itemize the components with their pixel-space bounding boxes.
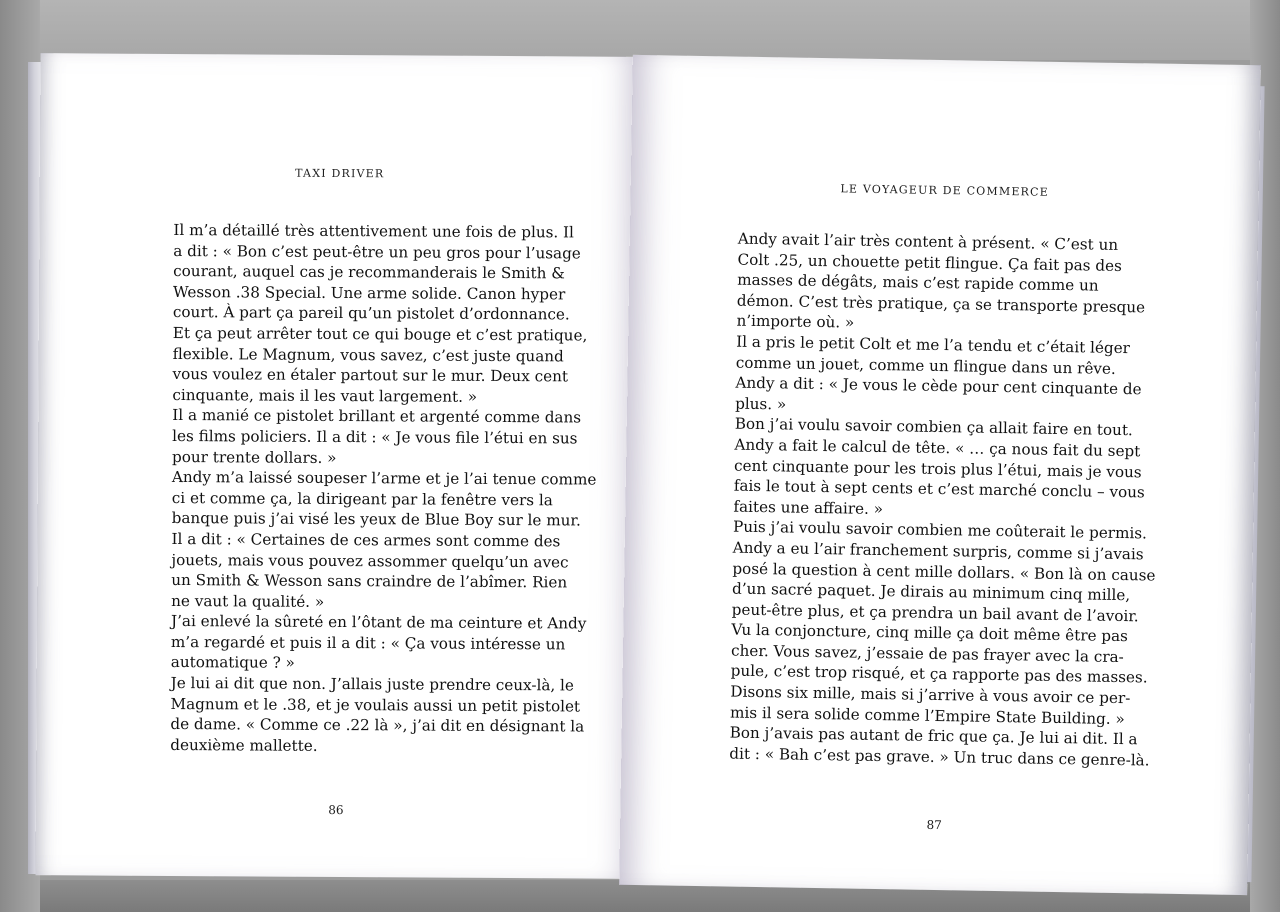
text-line: fais le tout à sept cents et c’est marché conclu – vous [733,476,1145,502]
text-line: ne vaut la qualité. » [171,591,325,611]
text-line: Vu la conjoncture, cinq mille ça doit même être pas [731,620,1129,646]
text-line: Et ça peut arrêter tout ce qui bouge et c’est pratique, [172,323,588,345]
left-page-number: 86 [328,802,344,818]
text-line: court. À part ça pareil qu’un pistolet d’ordonnance. [172,303,570,324]
right-page-number: 87 [926,817,942,833]
text-line: de dame. « Comme ce .22 là », j’ai dit en désignant la [170,715,585,736]
text-line: J’ai enlevé la sûreté en l’ôtant de ma ceinture et Andy [170,612,587,633]
scan-background-top [0,0,1280,60]
text-line: Il a dit : « Certaines de ces armes sont comme des [171,529,561,551]
right-page-text [729,229,1156,770]
text-line: Magnum et le .38, et je voulais aussi un petit pistolet [170,694,581,716]
text-line: Il a pris le petit Colt et me l’a tendu et c’était léger [736,332,1131,358]
text-line: Disons six mille, mais si j’arrive à vous avoir ce per- [730,682,1131,708]
text-line: démon. C’est très pratique, ça se transporte presque [736,291,1146,317]
text-line: cent cinquante pour les trois plus l’étui, mais je vous [733,456,1142,481]
text-line: Andy a dit : « Je vous le cède pour cent cinquante de [735,373,1142,399]
left-running-head: TAXI DRIVER [295,166,385,181]
text-line: dit : « Bah c’est pas grave. » Un truc dans ce genre-là. [729,744,1150,770]
text-line: deuxième mallette. [170,735,318,755]
text-line: faites une affaire. » [733,497,884,518]
text-line: banque puis j’ai visé les yeux de Blue Boy sur le mur. [171,509,581,530]
text-line: un Smith & Wesson sans craindre de l’abîmer. Rien [171,571,568,592]
text-line: Bon j’ai voulu savoir combien ça allait faire en tout. [734,414,1133,440]
text-line: d’un sacré paquet. Je dirais au minimum cinq mille, [731,579,1131,605]
text-line: Colt .25, un chouette petit flingue. Ça fait pas des [737,250,1123,275]
text-line: mis il sera solide comme l’Empire State Building. » [729,703,1125,728]
text-line: cinquante, mais il les vaut largement. » [172,385,478,406]
text-line: flexible. Le Magnum, vous savez, c’est juste quand [172,344,564,365]
text-line: Il m’a détaillé très attentivement une fois de plus. Il [173,220,575,242]
text-line: vous voulez en étaler partout sur le mur. Deux cent [172,365,569,386]
text-line: Andy a eu l’air franchement surpris, comme si j’avais [732,538,1144,564]
text-line: a dit : « Bon c’est peut-être un peu gros pour l’usage [173,241,581,263]
text-line: les films policiers. Il a dit : « Je vous file l’étui en sus [172,426,578,448]
text-line: Andy avait l’air très content à présent. « C’est un [737,229,1119,254]
text-line: masses de dégâts, mais c’est rapide comme un [737,270,1099,295]
text-line: Andy m’a laissé soupeser l’arme et je l’ai tenue comme [171,468,597,489]
text-line: ci et comme ça, la dirigeant par la fenêtre vers la [171,488,553,510]
text-line: peut-être plus, et ça prendra un bail avant de l’avoir. [731,600,1139,626]
text-line: cher. Vous savez, j’essaie de pas frayer avec la cra- [730,641,1124,666]
text-line: Bon j’avais pas autant de fric que ça. Je lui ai dit. Il a [729,723,1138,749]
text-line: Je lui ai dit que non. J’allais juste prendre ceux-là, le [170,674,574,695]
text-line: m’a regardé et puis il a dit : « Ça vous intéresse un [170,632,566,654]
text-line: plus. » [735,394,787,414]
text-line: Puis j’ai voulu savoir combien me coûterait le permis. [732,517,1148,543]
text-line: Il a manié ce pistolet brillant et argenté comme dans [172,406,582,427]
text-line: n’importe où. » [736,311,855,332]
text-line: pule, c’est trop risqué, et ça rapporte pas des masses. [730,662,1148,687]
text-line: automatique ? » [170,653,295,673]
right-running-head: LE VOYAGEUR DE COMMERCE [840,182,1050,199]
text-line: pour trente dollars. » [171,447,337,467]
text-line: jouets, mais vous pouvez assommer quelqu’un avec [171,550,569,571]
text-line: Andy a fait le calcul de tête. « … ça nous fait du sept [734,435,1141,461]
text-line: comme un jouet, comme un flingue dans un rêve. [735,353,1116,378]
text-line: posé la question à cent mille dollars. « Bon là on cause [732,559,1156,585]
left-page-text [170,220,597,758]
left-page [35,53,640,879]
text-line: courant, auquel cas je recommanderais le Smith & [173,262,565,283]
text-line: Wesson .38 Special. Une arme solide. Canon hyper [173,282,566,304]
right-page [619,55,1261,895]
